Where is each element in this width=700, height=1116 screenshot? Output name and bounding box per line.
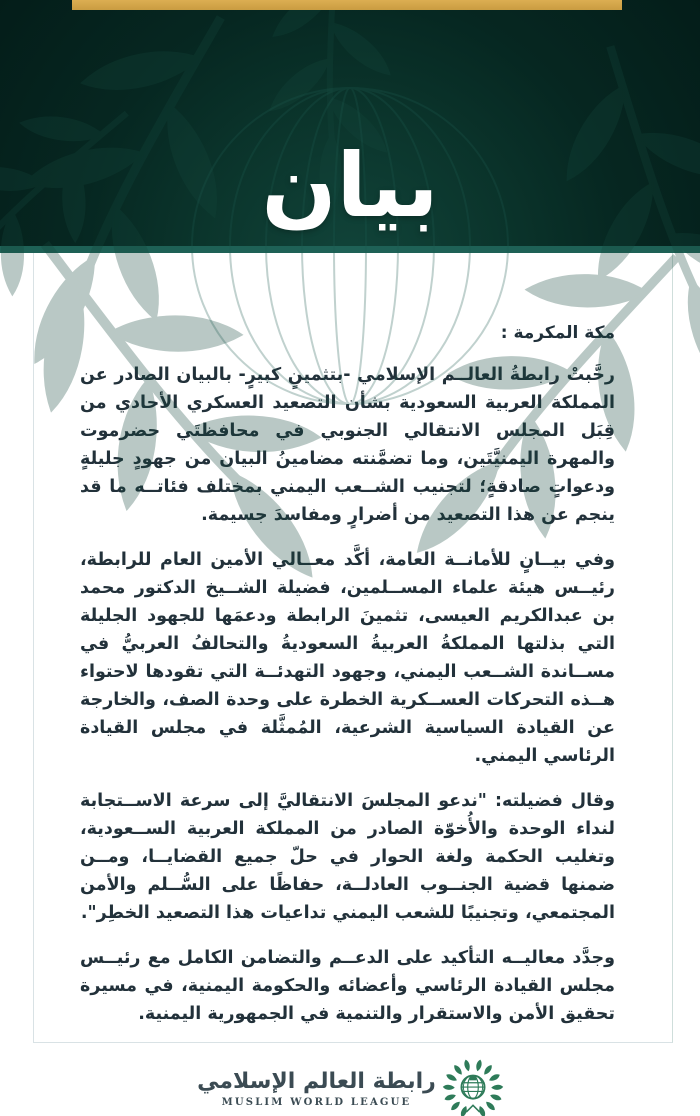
mwl-logo-english: MUSLIM WORLD LEAGUE bbox=[221, 1097, 412, 1109]
teal-divider-band bbox=[0, 246, 700, 253]
mwl-emblem-icon bbox=[448, 1062, 498, 1116]
statement-paragraph-2: وفي بيــانٍ للأمانــة العامة، أكَّد معــالي الأمين العام للرابطة، رئيــس هيئة علماء المســلمين، فضيلة الشــيخ الدكتور محمد بن عبدالكريم العيسى، تثمينَ الرابطة ودعمَها للجهود الجليلة التي بذلتها المملكةُ العربيةُ السعوديةُ والتحالفُ العربيُّ في مســاندة الشــعب اليمني، وجهود التهدئــة التي تقودها لاحتواء هــذه التحركات العســكرية الخطرة على وحدة الصف، والخارجة عن القيادة السياسية الشرعية، المُمثَّلة في مجلس القيادة الرئاسي اليمني. bbox=[80, 550, 615, 766]
statement-paragraph-1: رحَّبتْ رابطةُ العالــم الإسلامي -بتثمينٍ كبيرٍ- بالبيان الصادر عن المملكة العربية السعودية بشأن التصعيد العسكري الأحادي من قِبَل المجلس الانتقالي الجنوبي في محافظتَي حضرموت والمهرة اليمنيَّتَين، وما تضمَّنته مضامينُ البيان من جهودٍ جليلةٍ ودعواتٍ صادقةٍ؛ لتجنيب الشــعب اليمني بمختلف فئاتــه ما قد ينجم عن هذا التصعيد من أضرارٍ ومفاسدَ جسيمة. bbox=[80, 365, 615, 525]
mwl-logo-text bbox=[197, 1070, 436, 1108]
location-label: مكة المكرمة : bbox=[500, 323, 615, 343]
globe bbox=[461, 1076, 484, 1113]
header-banner bbox=[0, 0, 700, 246]
statement-paragraph-4: وجدَّد معاليــه التأكيد على الدعــم والتضامن الكامل مع رئيــس مجلس القيادة الرئاسي وأعضائه والحكومة اليمنية، في مسيرة تحقيق الأمن والاستقرار والتنمية في الجمهورية اليمنية. bbox=[80, 948, 615, 1024]
statement-title: بيان bbox=[261, 133, 439, 237]
statement-paragraph-3: وقال فضيلته: "ندعو المجلسَ الانتقاليَّ إلى سرعة الاســتجابة لنداء الوحدة والأُخوّة الصادر من المملكة العربية الســعودية، وتغليب الحكمة ولغة الحوار في حلّ جميع القضايــا، ومــن ضمنها قضية الجنــوب العادلــة، حفاظًا على السُّــلم والأمن المجتمعي، وتجنيبًا للشعب اليمني تداعيات هذا التصعيد الخطِر". bbox=[80, 791, 615, 923]
kaaba-mark bbox=[469, 1076, 476, 1080]
gold-accent-bar bbox=[72, 0, 622, 10]
mwl-logo bbox=[80, 1062, 615, 1116]
mwl-logo-arabic: رابطة العالم الإسلامي bbox=[197, 1068, 436, 1094]
